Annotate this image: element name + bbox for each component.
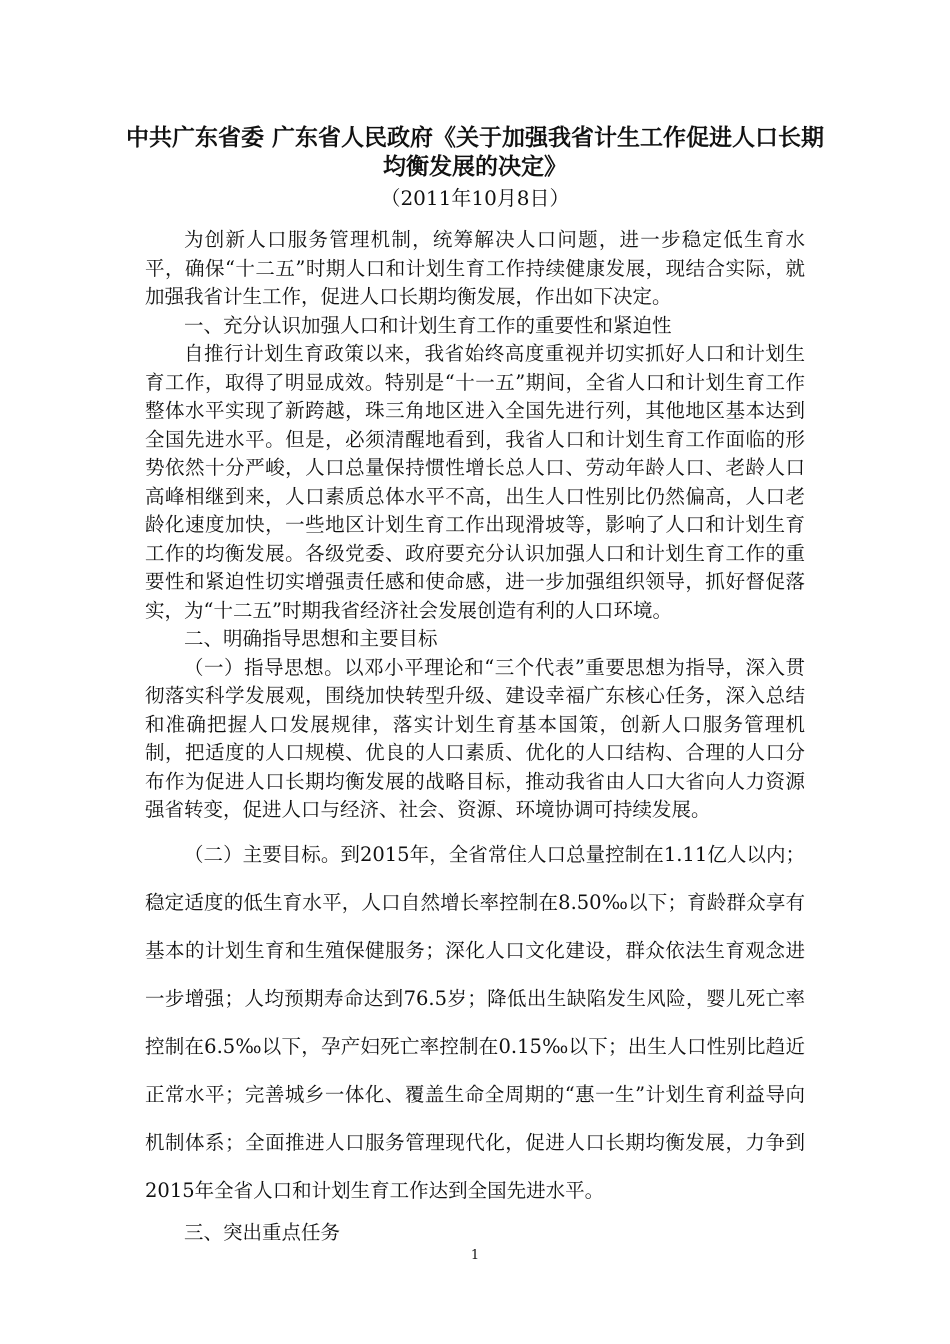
document-date: （2011年10月8日）: [380, 186, 570, 210]
section-heading-2: 二、明确指导思想和主要目标: [184, 627, 438, 650]
section-heading-3: 三、突出重点任务: [184, 1220, 341, 1244]
section-1-paragraph: 自推行计划生育政策以来，我省始终高度重视并切实抓好人口和计划生育工作，取得了明显成效。特别是“十一五”期间，全省人口和计划生育工作整体水平实现了新跨越，珠三角地区进入全国先进行列，其他地区基本达到全国先进水平。但是，必须清醒地看到，我省人口和计划生育工作面临的形势依然十分严峻，人口总量保持惯性增长总人口、劳动年龄人口、老龄人口高峰相继到来，人口素质总体水平不高，出生人口性别比仍然偏高，人口老龄化速度加快，一些地区计划生育工作出现滑坡等，影响了人口和计划生育工作的均衡发展。各级党委、政府要充分认识加强人口和计划生育工作的重要性和紧迫性切实增强责任感和使命感，进一步加强组织领导，抓好督促落实，为“十二五”时期我省经济社会发展创造有利的人口环境。: [145, 342, 805, 622]
document-body: [145, 226, 805, 1251]
main-goals-paragraph: （二）主要目标。到2015年，全省常住人口总量控制在1.11亿人以内；稳定适度的低生育水平，人口自然增长率控制在8.50‰以下；育龄群众享有基本的计划生育和生殖保健服务；深化人口文化建设，群众依法生育观念进一步增强；人均预期寿命达到76.5岁；降低出生缺陷发生风险，婴儿死亡率控制在6.5‰以下，孕产妇死亡率控制在0.15‰以下；出生人口性别比趋近正常水平；完善城乡一体化、覆盖生命全周期的“惠一生”计划生育利益导向机制体系；全面推进人口服务管理现代化，促进人口长期均衡发展，力争到2015年全省人口和计划生育工作达到全国先进水平。: [145, 842, 805, 1202]
guiding-ideology-paragraph: （一）指导思想。以邓小平理论和“三个代表”重要思想为指导，深入贯彻落实科学发展观，围绕加快转型升级、建设幸福广东核心任务，深入总结和准确把握人口发展规律，落实计划生育基本国策，创新人口服务管理机制，把适度的人口规模、优良的人口素质、优化的人口结构、合理的人口分布作为促进人口长期均衡发展的战略目标，推动我省由人口大省向人力资源强省转变，促进人口与经济、社会、资源、环境协调可持续发展。: [145, 655, 805, 821]
document-title: 中共广东省委 广东省人民政府《关于加强我省计生工作促进人口长期均衡发展的决定》: [125, 125, 824, 180]
page-number: 1: [470, 1248, 480, 1263]
intro-paragraph: 为创新人口服务管理机制，统筹解决人口问题，进一步稳定低生育水平，确保“十二五”时期人口和计划生育工作持续健康发展，现结合实际，就加强我省计生工作，促进人口长期均衡发展，作出如下决定。: [145, 228, 805, 308]
section-heading-1: 一、充分认识加强人口和计划生育工作的重要性和紧迫性: [184, 313, 672, 337]
